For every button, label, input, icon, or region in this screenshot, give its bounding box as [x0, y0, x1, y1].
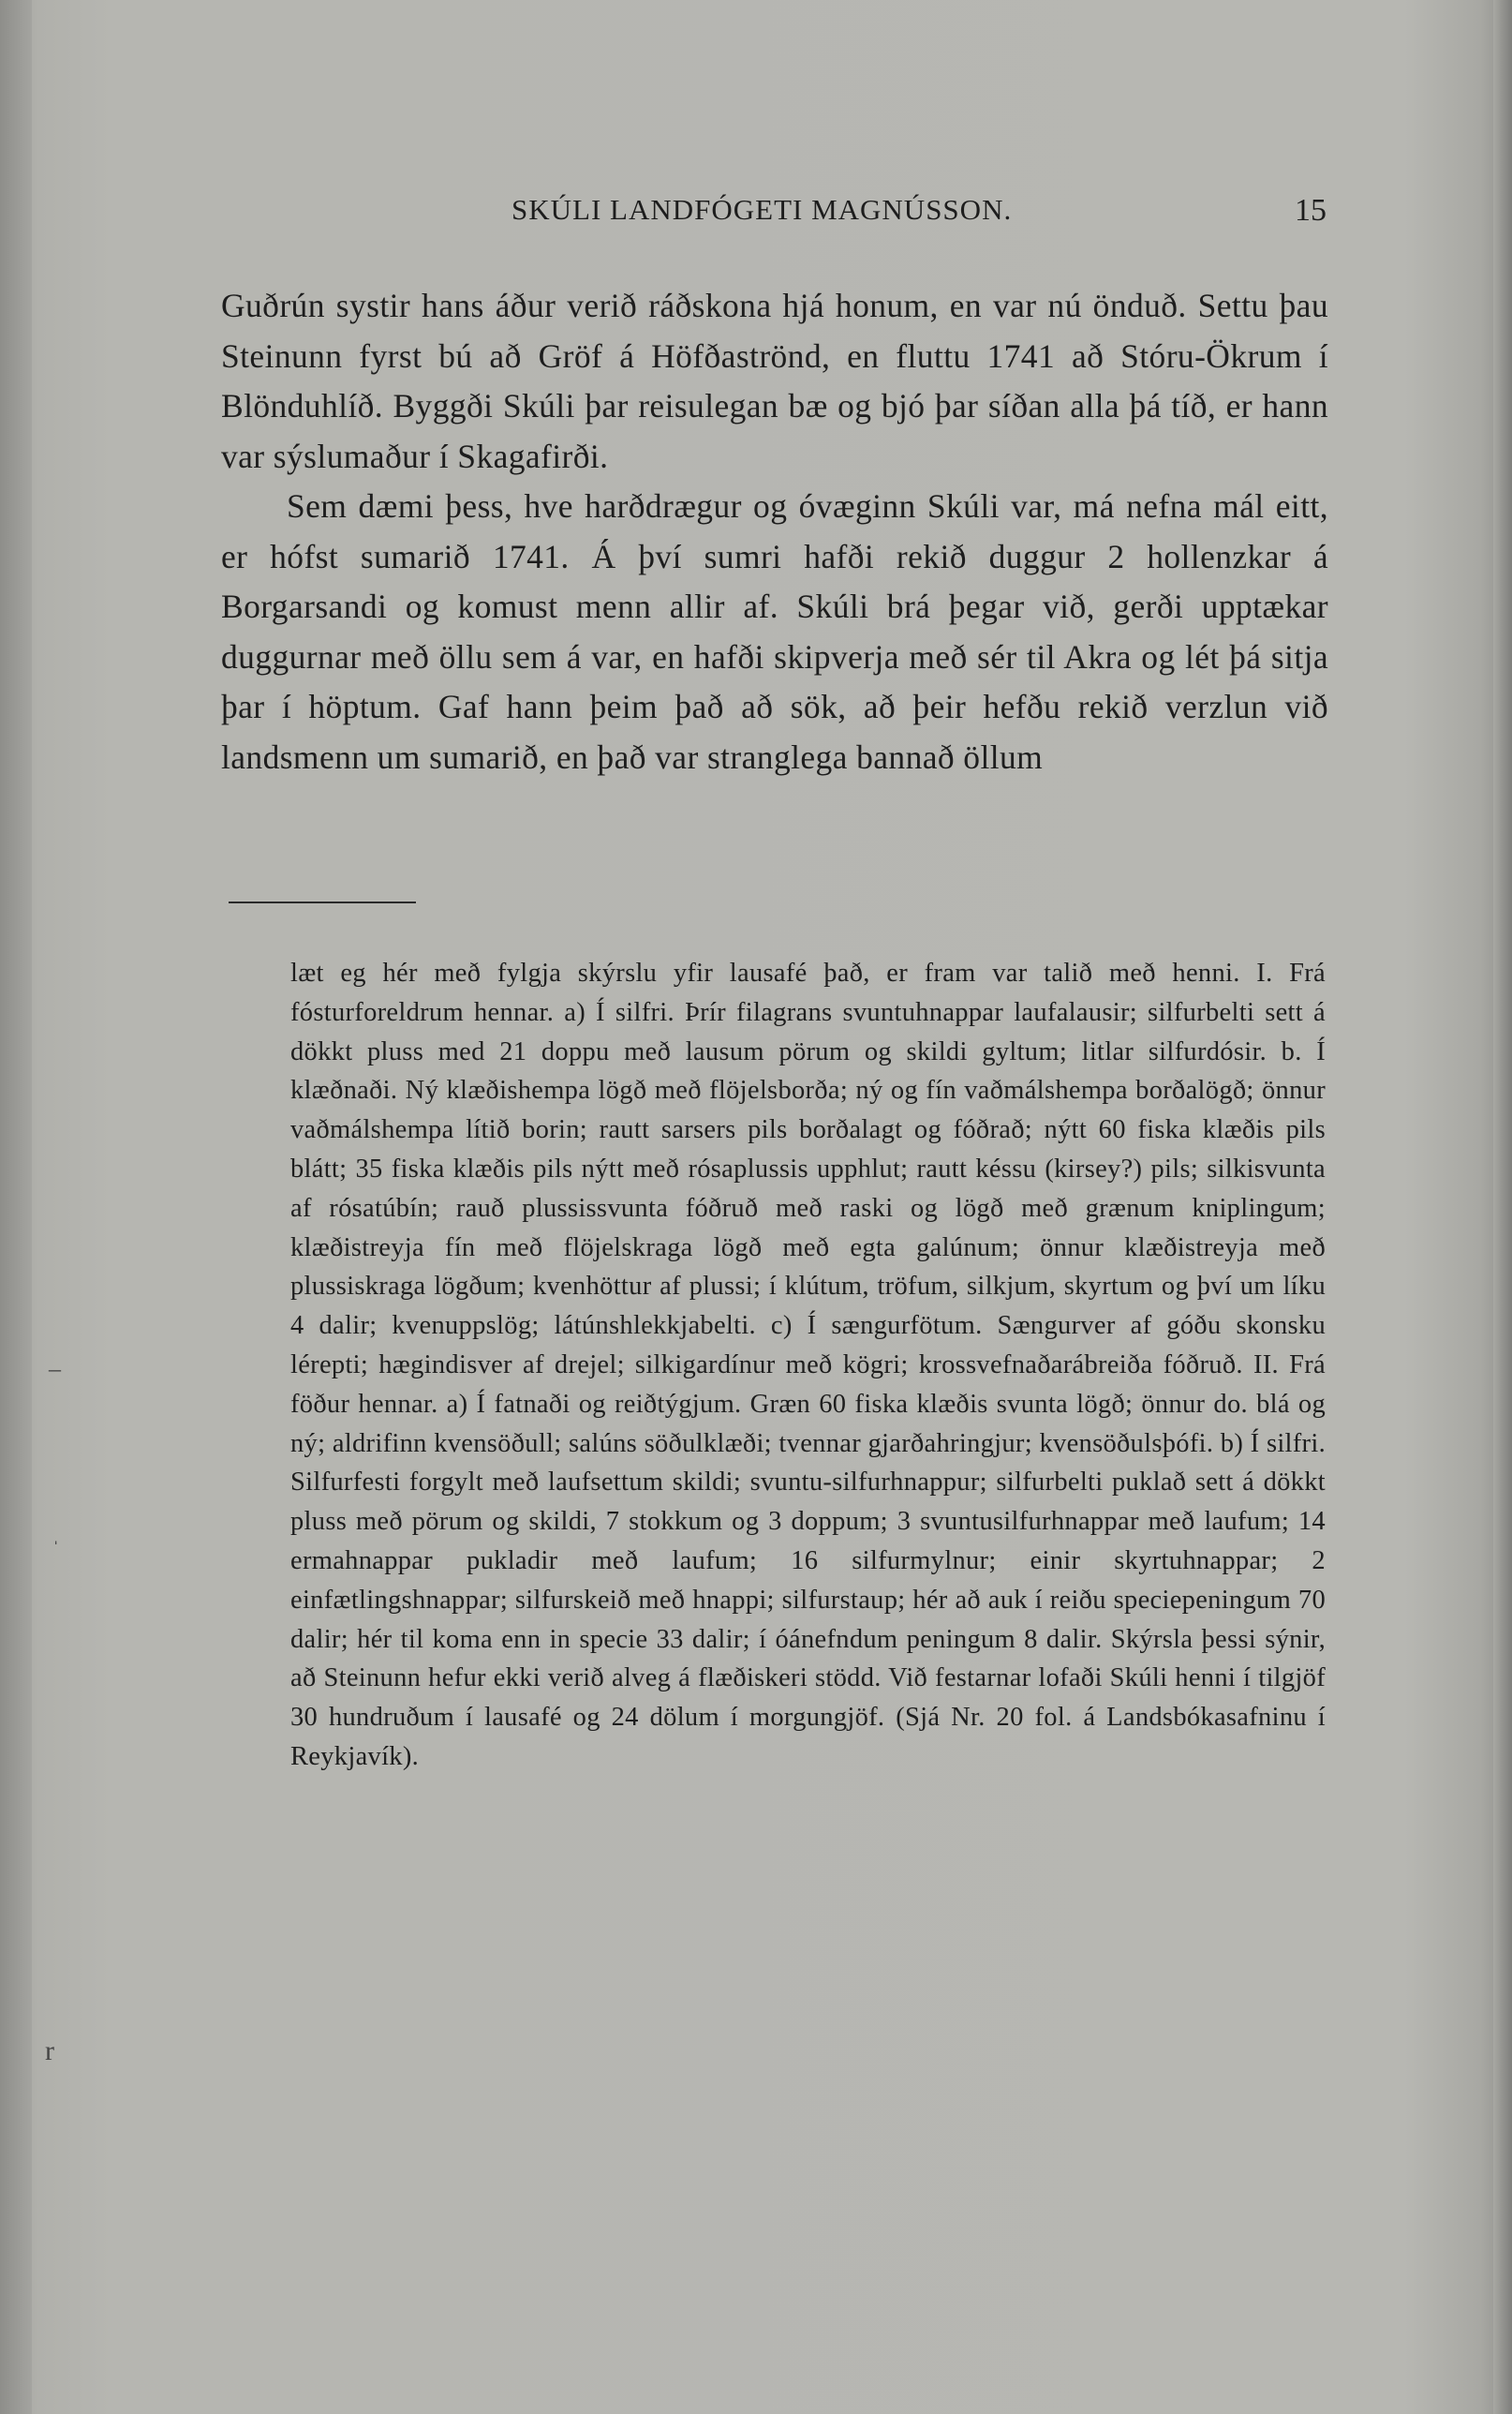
- main-text: [221, 281, 1328, 782]
- footnote-text: læt eg hér með fylgja skýrslu yfir lausafé það, er fram var talið með henni. I. Frá fósturforeldrum hennar. a) Í silfri. Þrír filagrans svuntuhnappar laufalausir; silfurbelti sett á dökkt pluss med 21 doppu með lausum pörum og skildi gyltum; litlar silfurdósir. b. Í klæðnaði. Ný klæðishempa lögð með flöjelsborða; ný og fín vaðmálshempa borðalögð; önnur vaðmálshempa lítið borin; rautt sarsers pils borðalagt og fóðrað; nýtt 60 fiska klæðis pils blátt; 35 fiska klæðis pils nýtt með rósaplussis upphlut; rautt késsu (kirsey?) pils; silkisvunta af rósatúbín; rauð plussissvunta fóðruð með raski og lögð með grænum kniplingum; klæðistreyja fín með flöjelskraga lögð með egta galúnum; önnur klæðistreyja með plussiskraga lögðum; kvenhöttur af plussi; í klútum, tröfum, silkjum, skyrtum og því um líku 4 dalir; kvenuppslög; látúnshlekkjabelti. c) Í sængurfötum. Sængurver af góðu skonsku lérepti; hægindisver af drejel; silkigardínur með kögri; krossvefnaðarábreiða fóðruð. II. Frá föður hennar. a) Í fatnaði og reiðtýgjum. Græn 60 fiska klæðis svunta lögð; önnur do. blá og ný; aldrifinn kvensöðull; salúns söðulklæði; tvennar gjarðahringjur; kvensöðulsþófi. b) Í silfri. Silfurfesti forgylt með laufsettum skildi; svuntu-silfurhnappur; silfurbelti puklað sett á dökkt pluss með pörum og skildi, 7 stokkum og 3 doppum; 3 svuntusilfurhnappar með laufum; 14 ermahnappar pukladir með laufum; 16 silfurmylnur; einir skyrtuhnappar; 2 einfætlingshnappar; silfurskeið með hnappi; silfurstaup; hér að auk í reiðu speciepeningum 70 dalir; hér til koma enn in specie 33 dalir; í óánefndum peningum 8 dalir. Skýrsla þessi sýnir, að Steinunn hefur ekki verið alveg á flæðiskeri stödd. Við festarnar lofaði Skúli henni í tilgjöf 30 hundruðum í lausafé og 24 dölum í morgungjöf. (Sjá Nr. 20 fol. á Landsbókasafninu í Reykjavík).: [290, 959, 1326, 1771]
- page-header: [511, 193, 1327, 249]
- margin-tick-mark: ˈ: [52, 1537, 60, 1560]
- page-number: 15: [1295, 193, 1327, 228]
- paragraph-2: Sem dæmi þess, hve harðdrægur og óvæginn Skúli var, má nefna mál eitt, er hófst sumarið 1741. Á því sumri hafði rekið duggur 2 hollenzkar á Borgarsandi og komust menn allir af. Skúli brá þegar við, gerði upptækar duggurnar með öllu sem á var, en hafði skipverja með sér til Akra og lét þá sitja þar í höptum. Gaf hann þeim það að sök, að þeir hefðu rekið verzlun við landsmenn um sumarið, en það var stranglega bannað öllum: [221, 487, 1328, 776]
- margin-dash-mark: –: [49, 1355, 61, 1382]
- footnote: [290, 954, 1326, 1777]
- margin-r-mark: r: [45, 2035, 54, 2066]
- footnote-separator: [229, 902, 416, 903]
- page-edge-shadow: [1493, 0, 1512, 2414]
- running-title: SKÚLI LANDFÓGETI MAGNÚSSON.: [511, 193, 1013, 226]
- paragraph-1: Guðrún systir hans áður verið ráðskona hjá honum, en var nú önduð. Settu þau Steinunn fyrst bú að Gröf á Höfðaströnd, en fluttu 1741 að Stóru-Ökrum í Blönduhlíð. Byggði Skúli þar reisulegan bæ og bjó þar síðan alla þá tíð, er hann var sýslumaður í Skagafirði.: [221, 287, 1328, 475]
- page-gutter-shadow: [0, 0, 32, 2414]
